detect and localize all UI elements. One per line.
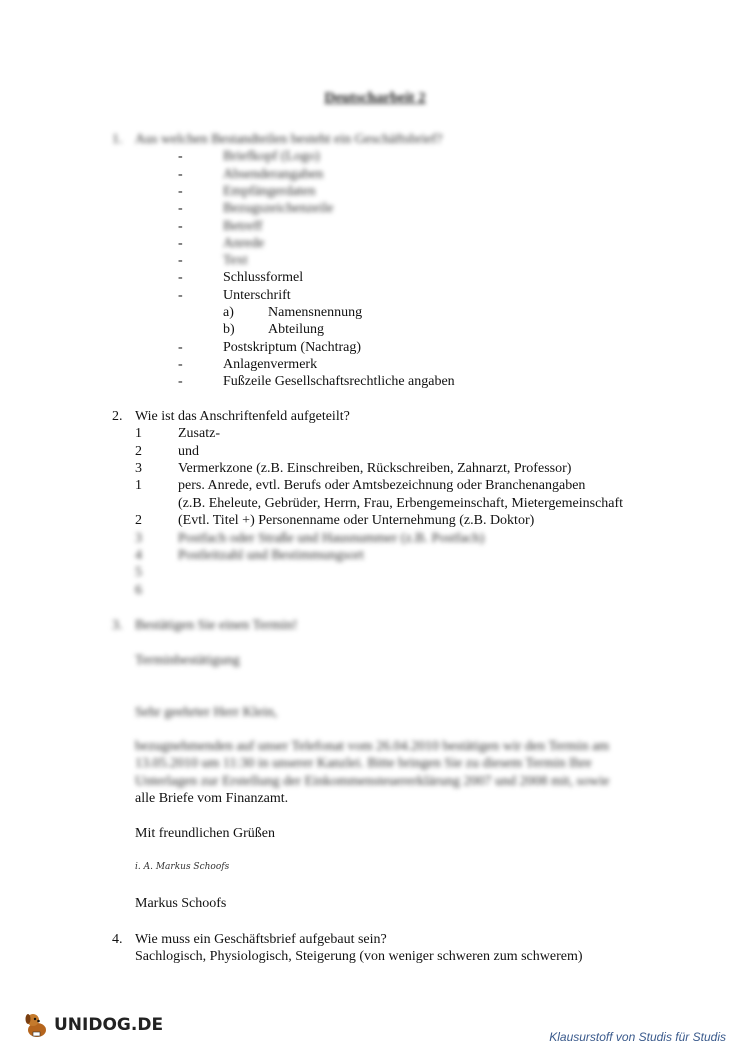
q3-body-line: 13.05.2010 um 11:30 in unserer Kanzlei. Bitte bringen Sie zu diesem Termin Ihre <box>135 756 592 771</box>
unidog-logo[interactable] <box>22 1010 163 1040</box>
q2-row-text: (Evtl. Titel +) Personenname oder Unternehmung (z.B. Doktor) <box>178 513 535 528</box>
q1-sub-item: Abteilung <box>268 322 324 337</box>
q2-row-text: Postleitzahl und Bestimmungsort <box>178 548 364 563</box>
q1-bullet: - <box>178 184 183 199</box>
signature: i. A. Markus Schoofs <box>135 862 230 872</box>
q1-number: 1. <box>112 132 123 147</box>
logo-text: UNIDOG.DE <box>54 1015 164 1035</box>
q1-question: Aus welchen Bestandteilen besteht ein Geschäftsbrief? <box>135 132 443 147</box>
q1-item: Anlagenvermerk <box>223 357 318 372</box>
q3-body-line: Unterlagen zur Erstellung der Einkommensteuererklärung 2007 und 2008 mit, sowie <box>135 774 610 789</box>
q1-item: Absenderangaben <box>223 167 324 182</box>
q3-body-line: alle Briefe vom Finanzamt. <box>135 791 289 806</box>
q2-row-number: 3 <box>135 461 142 476</box>
q1-item: Anrede <box>223 236 265 251</box>
q2-row-text: Postfach oder Straße und Hausnummer (z.B. Postfach) <box>178 531 485 546</box>
q2-number: 2. <box>112 409 123 424</box>
q1-bullet: - <box>178 253 183 268</box>
footer-tagline: Klausurstoff von Studis für Studis <box>549 1030 726 1044</box>
q2-row-number: 1 <box>135 478 142 493</box>
q2-row-text: pers. Anrede, evtl. Berufs oder Amtsbezeichnung oder Branchenangaben <box>178 478 586 493</box>
q1-item: Fußzeile Gesellschaftsrechtliche angaben <box>223 374 455 389</box>
q1-bullet: - <box>178 236 183 251</box>
q1-bullet: - <box>178 219 183 234</box>
page-title: Deutscharbeit 2 <box>324 90 426 106</box>
q1-sub-item: Namensnennung <box>268 305 363 320</box>
q2-row-text: und <box>178 444 199 459</box>
q1-item: Briefkopf (Logo) <box>223 149 320 164</box>
q1-item: Unterschrift <box>223 288 291 303</box>
q4-answer: Sachlogisch, Physiologisch, Steigerung (von weniger schweren zum schwerem) <box>135 949 583 964</box>
q2-row-number: 5 <box>135 565 142 580</box>
q4-number: 4. <box>112 932 123 947</box>
q1-item: Betreff <box>223 219 263 234</box>
q3-body-line: bezugnehmenden auf unser Telefonat vom 26.04.2010 bestätigen wir den Termin am <box>135 739 610 754</box>
q1-item: Empfängerdaten <box>223 184 316 199</box>
q1-sub-label: a) <box>223 305 234 320</box>
q2-question: Wie ist das Anschriftenfeld aufgeteilt? <box>135 409 350 424</box>
q3-heading: Terminbestätigung <box>135 653 240 668</box>
q2-row-text: (z.B. Eheleute, Gebrüder, Herrn, Frau, Erbengemeinschaft, Mietergemeinschaft <box>178 496 624 511</box>
q1-bullet: - <box>178 340 183 355</box>
q1-bullet: - <box>178 270 183 285</box>
q1-bullet: - <box>178 374 183 389</box>
q1-item: Postskriptum (Nachtrag) <box>223 340 362 355</box>
q1-item: Text <box>223 253 248 268</box>
q1-bullet: - <box>178 167 183 182</box>
q2-row-number: 4 <box>135 548 142 563</box>
q3-salutation: Sehr geehrter Herr Klein, <box>135 705 278 720</box>
q3-number: 3. <box>112 618 123 633</box>
q2-row-number: 1 <box>135 426 142 441</box>
q2-row-text: Vermerkzone (z.B. Einschreiben, Rückschreiben, Zahnarzt, Professor) <box>178 461 572 476</box>
q3-closing: Mit freundlichen Grüßen <box>135 826 275 841</box>
q2-row-number: 3 <box>135 531 142 546</box>
q3-question: Bestätigen Sie einen Termin! <box>135 618 298 633</box>
q1-item: Bezugszeichenzeile <box>223 201 334 216</box>
q1-bullet: - <box>178 201 183 216</box>
q2-row-number: 2 <box>135 444 142 459</box>
dog-icon <box>22 1010 52 1040</box>
q2-row-number: 6 <box>135 583 142 598</box>
q3-name: Markus Schoofs <box>135 896 227 911</box>
q1-bullet: - <box>178 357 183 372</box>
q2-row-text: Zusatz- <box>178 426 220 441</box>
q1-bullet: - <box>178 288 183 303</box>
q1-bullet: - <box>178 149 183 164</box>
q4-question: Wie muss ein Geschäftsbrief aufgebaut sein? <box>135 932 387 947</box>
q1-sub-label: b) <box>223 322 235 337</box>
q1-item: Schlussformel <box>223 270 304 285</box>
q2-row-number: 2 <box>135 513 142 528</box>
